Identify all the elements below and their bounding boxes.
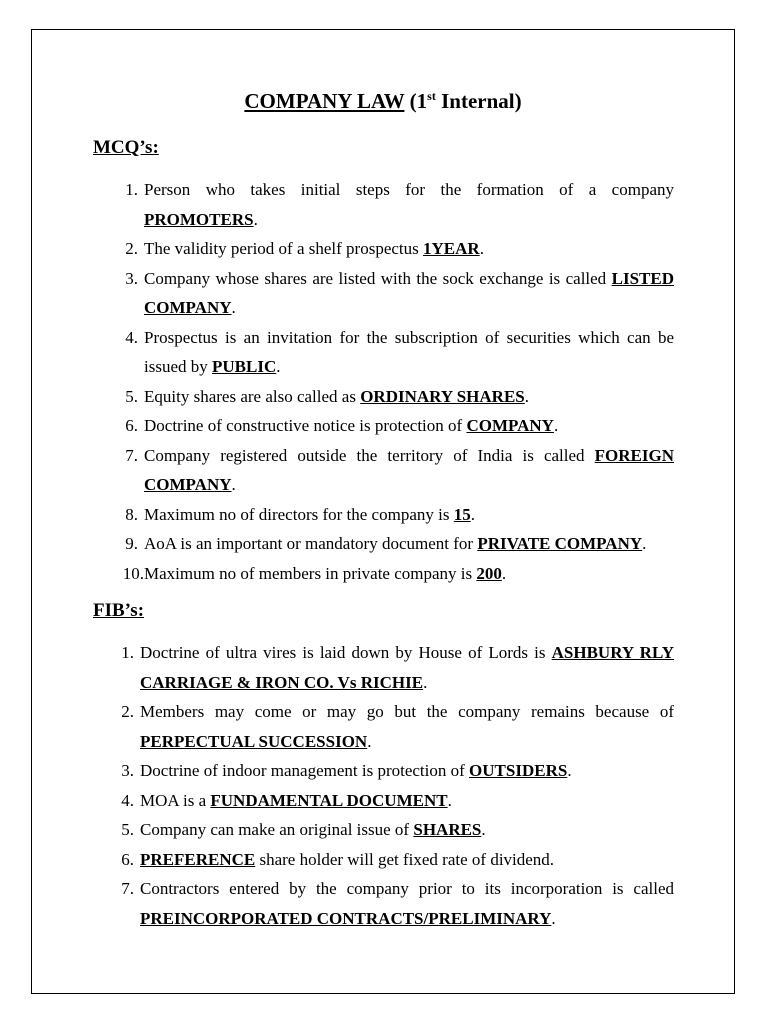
question-text: Doctrine of indoor management is protection of [140, 761, 470, 780]
answer-text: PRIVATE COMPANY [477, 534, 643, 553]
trailing-text: . [231, 475, 236, 494]
item-number: 10. [122, 563, 144, 583]
question-text: Maximum no of directors for the company is [144, 504, 454, 524]
page-title [32, 89, 734, 114]
trailing-text: . [642, 534, 647, 553]
trailing-text: . [447, 790, 452, 810]
mcq-item [125, 234, 674, 264]
question-text: Members may come or may go but the company remains because of [140, 702, 674, 721]
trailing-text: . [367, 731, 372, 751]
trailing-text: . [524, 386, 529, 406]
item-number: 6. [121, 849, 134, 869]
answer-text: 200 [476, 563, 502, 583]
answer-text: OUTSIDERS [469, 761, 568, 780]
title-superscript: st [427, 89, 436, 103]
item-number: 3. [125, 268, 138, 288]
trailing-text: . [276, 357, 281, 376]
trailing-text: . [423, 672, 428, 692]
mcq-heading: MCQ’s: [93, 137, 159, 158]
mcq-item [125, 382, 674, 412]
question-text: MOA is a [140, 790, 211, 810]
question-text: AoA is an important or mandatory document for [144, 534, 478, 553]
mcq-item [122, 559, 674, 589]
mcq-list [122, 175, 674, 588]
answer-text: COMPANY [466, 416, 554, 435]
question-text: Maximum no of members in private company is [144, 563, 477, 583]
answer-text: 1YEAR [423, 239, 480, 258]
title-open: (1 [404, 89, 428, 113]
trailing-text: . [231, 298, 236, 317]
item-number: 1. [121, 643, 134, 662]
question-text: Prospectus is an invitation for the subscription of securities which can be issued by [144, 327, 674, 376]
question-text: Doctrine of constructive notice is protection of [144, 416, 467, 435]
question-text: The validity period of a shelf prospectus [144, 239, 424, 258]
item-number: 6. [125, 416, 138, 435]
mcq-item [125, 529, 674, 559]
fib-item [121, 638, 675, 697]
question-text: Company can make an original issue of [140, 820, 414, 839]
fib-list [121, 638, 675, 933]
question-text: Company registered outside the territory of India is called [144, 445, 595, 465]
trailing-text: share holder will get fixed rate of dividend. [255, 849, 555, 869]
fib-heading: FIB’s: [93, 600, 145, 621]
item-number: 4. [121, 790, 134, 810]
fib-item [121, 697, 674, 756]
item-number: 4. [125, 327, 138, 347]
mcq-item [125, 411, 674, 441]
mcq-item [125, 323, 674, 382]
question-text: Company whose shares are listed with the sock exchange is called [144, 268, 612, 288]
answer-text: PREINCORPORATED CONTRACTS/PRELIMINARY [140, 908, 552, 928]
mcq-item [125, 175, 674, 234]
answer-text: PERPECTUAL SUCCESSION [140, 731, 368, 751]
answer-text: ORDINARY SHARES [360, 386, 525, 406]
fib-item [121, 756, 674, 786]
item-number: 2. [125, 239, 138, 258]
item-number: 7. [125, 445, 138, 465]
answer-text: PROMOTERS [144, 209, 254, 229]
mcq-item [125, 441, 674, 500]
item-number: 7. [121, 879, 134, 898]
item-number: 2. [121, 702, 134, 721]
trailing-text: . [481, 820, 486, 839]
answer-text: FUNDAMENTAL DOCUMENT [210, 790, 448, 810]
trailing-text: . [553, 416, 559, 435]
mcq-item [125, 500, 674, 530]
question-text: Equity shares are also called as [144, 386, 361, 406]
trailing-text: . [551, 908, 556, 928]
trailing-text: . [253, 209, 258, 229]
fib-item [121, 786, 674, 816]
item-number: 8. [125, 504, 138, 524]
question-text: Contractors entered by the company prior to its incorporation is called [140, 879, 674, 898]
answer-text: SHARES [413, 820, 482, 839]
answer-text: PREFERENCE [140, 849, 256, 869]
mcq-item [125, 264, 674, 323]
document-page [31, 29, 735, 994]
answer-text: FOREIGN COMPANY [144, 445, 674, 494]
question-text: Doctrine of ultra vires is laid down by House of Lords is [140, 643, 552, 662]
item-number: 5. [125, 386, 138, 406]
answer-text: ASHBURY RLY CARRIAGE & IRON CO. Vs RICHIE [140, 643, 675, 692]
trailing-text: . [470, 504, 475, 524]
trailing-text: . [501, 563, 507, 583]
fib-item [121, 845, 674, 875]
fib-item [121, 815, 674, 845]
item-number: 3. [121, 761, 134, 780]
title-main: COMPANY LAW [244, 89, 405, 113]
question-text: Person who takes initial steps for the formation of a company [144, 180, 674, 199]
item-number: 9. [125, 534, 138, 553]
item-number: 1. [125, 180, 138, 199]
answer-text: PUBLIC [212, 357, 277, 376]
fib-item [121, 874, 674, 933]
item-number: 5. [121, 820, 134, 839]
title-rest: Internal) [435, 89, 522, 113]
trailing-text: . [567, 761, 572, 780]
answer-text: LISTED COMPANY [144, 268, 674, 317]
answer-text: 15 [453, 504, 471, 524]
trailing-text: . [479, 239, 484, 258]
